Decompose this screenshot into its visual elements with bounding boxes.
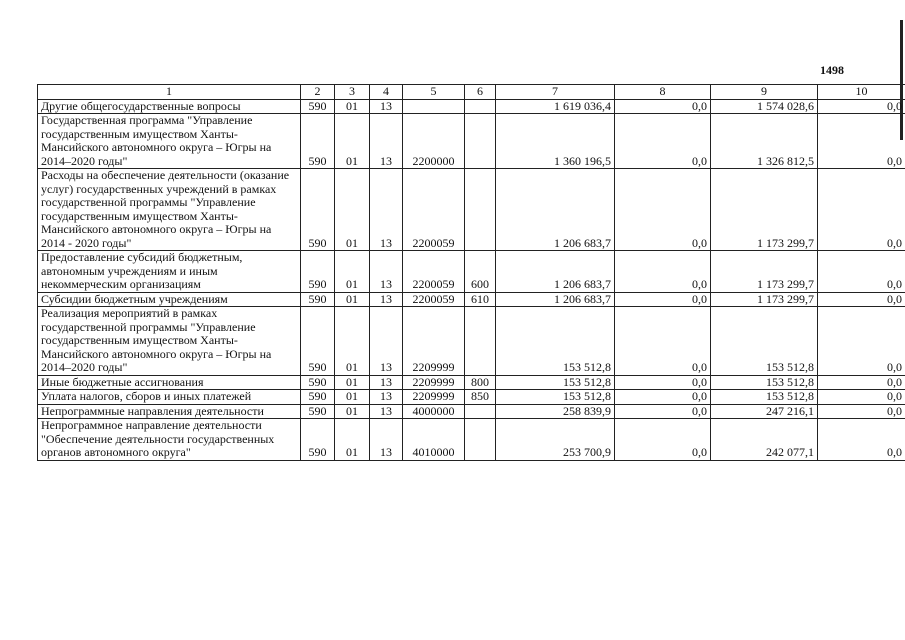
subsection-cell: 13 [370,375,403,390]
amount-cell: 0,0 [818,390,905,405]
amount-cell: 1 326 812,5 [711,114,818,169]
row-name-cell: Предоставление субсидий бюджетным, автономным учреждениям и иным некоммерческим организациям [38,251,301,293]
target-article-cell: 2200000 [403,114,465,169]
amount-cell: 153 512,8 [711,307,818,376]
row-name-cell: Иные бюджетные ассигнования [38,375,301,390]
row-name-cell: Государственная программа "Управление государственным имуществом Ханты-Мансийского автономного округа – Югры на 2014–2020 годы" [38,114,301,169]
section-cell: 01 [335,114,370,169]
code-cell: 590 [301,390,335,405]
target-article-cell: 2200059 [403,292,465,307]
column-header: 3 [335,85,370,100]
row-name-cell: Непрограммное направление деятельности "Обеспечение деятельности государственных органов автономного округа" [38,419,301,461]
column-header: 6 [465,85,496,100]
amount-cell: 0,0 [818,375,905,390]
section-cell: 01 [335,99,370,114]
target-article-cell: 2209999 [403,307,465,376]
target-article-cell: 2200059 [403,169,465,251]
code-cell: 590 [301,375,335,390]
target-article-cell [403,99,465,114]
target-article-cell: 2209999 [403,375,465,390]
table-row [38,169,905,251]
amount-cell: 258 839,9 [496,404,615,419]
amount-cell: 153 512,8 [496,375,615,390]
section-cell: 01 [335,251,370,293]
amount-cell: 1 173 299,7 [711,251,818,293]
section-cell: 01 [335,419,370,461]
amount-cell: 0,0 [818,404,905,419]
subsection-cell: 13 [370,169,403,251]
amount-cell: 0,0 [615,419,711,461]
amount-cell: 1 173 299,7 [711,169,818,251]
amount-cell: 1 360 196,5 [496,114,615,169]
column-header: 9 [711,85,818,100]
column-header: 8 [615,85,711,100]
row-name-cell: Непрограммные направления деятельности [38,404,301,419]
table-row [38,419,905,461]
amount-cell: 242 077,1 [711,419,818,461]
amount-cell: 0,0 [818,251,905,293]
section-cell: 01 [335,375,370,390]
code-cell: 590 [301,114,335,169]
table-row [38,390,905,405]
amount-cell: 0,0 [615,375,711,390]
code-cell: 590 [301,404,335,419]
amount-cell: 0,0 [818,99,905,114]
amount-cell: 0,0 [615,251,711,293]
amount-cell: 0,0 [615,169,711,251]
amount-cell: 247 216,1 [711,404,818,419]
subsection-cell: 13 [370,390,403,405]
code-cell: 590 [301,292,335,307]
row-name-cell: Уплата налогов, сборов и иных платежей [38,390,301,405]
column-header: 10 [818,85,905,100]
amount-cell: 1 206 683,7 [496,292,615,307]
column-header: 2 [301,85,335,100]
amount-cell: 0,0 [818,307,905,376]
section-cell: 01 [335,390,370,405]
subsection-cell: 13 [370,99,403,114]
subsection-cell: 13 [370,404,403,419]
code-cell: 590 [301,169,335,251]
expense-type-cell [465,169,496,251]
section-cell: 01 [335,169,370,251]
subsection-cell: 13 [370,419,403,461]
target-article-cell: 4000000 [403,404,465,419]
expense-type-cell [465,307,496,376]
table-row [38,114,905,169]
expense-type-cell: 800 [465,375,496,390]
expense-type-cell: 850 [465,390,496,405]
table-row [38,251,905,293]
subsection-cell: 13 [370,114,403,169]
column-header: 7 [496,85,615,100]
row-name-cell: Реализация мероприятий в рамках государственной программы "Управление государственным имуществом Ханты-Мансийского автономного округа – Югры на 2014–2020 годы" [38,307,301,376]
section-cell: 01 [335,404,370,419]
column-header: 5 [403,85,465,100]
amount-cell: 153 512,8 [711,390,818,405]
amount-cell: 0,0 [615,292,711,307]
amount-cell: 1 574 028,6 [711,99,818,114]
target-article-cell: 2200059 [403,251,465,293]
page-number: 1498 [820,63,844,77]
code-cell: 590 [301,307,335,376]
section-cell: 01 [335,292,370,307]
subsection-cell: 13 [370,251,403,293]
expense-type-cell [465,114,496,169]
table-row [38,292,905,307]
amount-cell: 153 512,8 [496,307,615,376]
code-cell: 590 [301,419,335,461]
table-row [38,375,905,390]
amount-cell: 153 512,8 [496,390,615,405]
amount-cell: 1 173 299,7 [711,292,818,307]
amount-cell: 0,0 [615,390,711,405]
amount-cell: 0,0 [615,307,711,376]
table-header-row [38,85,905,100]
amount-cell: 0,0 [615,404,711,419]
expense-type-cell [465,99,496,114]
amount-cell: 0,0 [615,114,711,169]
expense-type-cell: 610 [465,292,496,307]
code-cell: 590 [301,99,335,114]
section-cell: 01 [335,307,370,376]
column-header: 4 [370,85,403,100]
amount-cell: 0,0 [818,419,905,461]
table-row [38,99,905,114]
amount-cell: 1 206 683,7 [496,251,615,293]
amount-cell: 0,0 [615,99,711,114]
subsection-cell: 13 [370,292,403,307]
row-name-cell: Субсидии бюджетным учреждениям [38,292,301,307]
amount-cell: 0,0 [818,292,905,307]
expense-type-cell [465,419,496,461]
amount-cell: 0,0 [818,114,905,169]
code-cell: 590 [301,251,335,293]
expense-type-cell: 600 [465,251,496,293]
amount-cell: 0,0 [818,169,905,251]
row-name-cell: Расходы на обеспечение деятельности (оказание услуг) государственных учреждений в рамках государственной программы "Управление государственным имуществом Ханты-Мансийского автономного округа – Югры на 2014 - 2020 годы" [38,169,301,251]
target-article-cell: 4010000 [403,419,465,461]
column-header: 1 [38,85,301,100]
target-article-cell: 2209999 [403,390,465,405]
table-row [38,307,905,376]
subsection-cell: 13 [370,307,403,376]
table-row [38,404,905,419]
amount-cell: 153 512,8 [711,375,818,390]
expense-type-cell [465,404,496,419]
amount-cell: 1 206 683,7 [496,169,615,251]
amount-cell: 1 619 036,4 [496,99,615,114]
budget-table [37,84,905,461]
row-name-cell: Другие общегосударственные вопросы [38,99,301,114]
amount-cell: 253 700,9 [496,419,615,461]
